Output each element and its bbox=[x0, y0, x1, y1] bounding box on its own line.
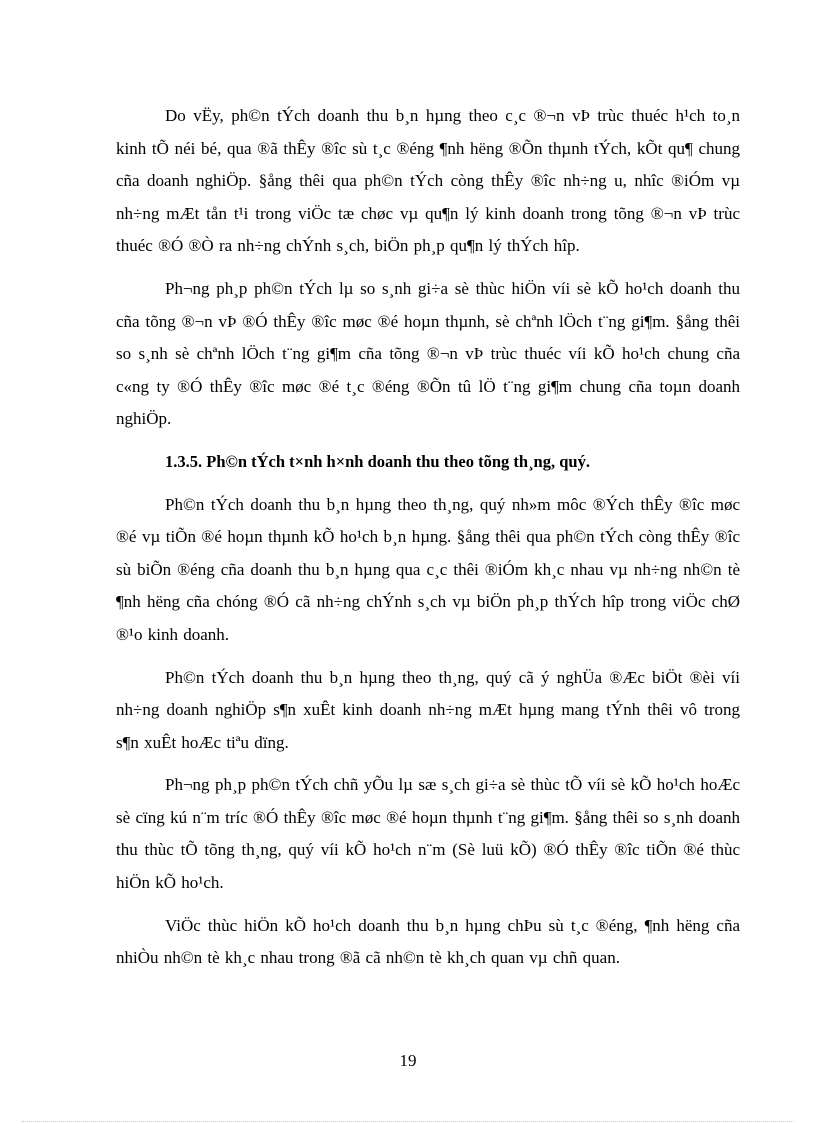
page-body bbox=[116, 100, 740, 985]
paragraph-2: Ph¬ng ph¸p ph©n tÝch lµ so s¸nh gi÷a sè thùc hiÖn víi sè kÕ ho¹ch doanh thu cña tõng ®¬n vÞ ®Ó thÊy ®îc møc ®é hoµn thµnh, sè chªnh lÖch t¨ng gi¶m. §ång thêi so s¸nh sè chªnh lÖch t¨ng gi¶m cña tõng ®¬n vÞ trùc thuéc víi kÕ ho¹ch chung cña c«ng ty ®Ó thÊy ®îc møc ®é t¸c ®éng ®Õn tû lÖ t¨ng gi¶m chung cña toµn doanh nghiÖp. bbox=[116, 278, 740, 429]
page-number: 19 bbox=[399, 1051, 417, 1070]
paragraph-4: Ph©n tÝch doanh thu b¸n hµng theo th¸ng, quý cã ý nghÜa ®Æc biÖt ®èi víi nh÷ng doanh nghiÖp s¶n xuÊt kinh doanh nh÷ng mÆt hµng mang tÝnh thêi vô trong s¶n xuÊt hoÆc tiªu dïng. bbox=[116, 667, 740, 752]
paragraph-5: Ph¬ng ph¸p ph©n tÝch chñ yÕu lµ sæ s¸ch gi÷a sè thùc tÕ víi sè kÕ ho¹ch hoÆc sè cïng kú n¨m tríc ®Ó thÊy ®îc møc ®é hoµn thµnh t¨ng gi¶m. §ång thêi so s¸nh doanh thu thùc tÕ tõng th¸ng, quý víi kÕ ho¹ch n¨m (Sè luü kÕ) ®Ó thÊy ®îc tiÕn ®é thùc hiÖn kÕ ho¹ch. bbox=[116, 775, 740, 893]
paragraph-3: Ph©n tÝch doanh thu b¸n hµng theo th¸ng, quý nh»m môc ®Ých thÊy ®îc møc ®é vµ tiÕn ®é hoµn thµnh kÕ ho¹ch b¸n hµng. §ång thêi qua ph©n tÝch còng thÊy ®îc sù biÕn ®éng cña doanh thu b¸n hµng qua c¸c thêi ®iÓm kh¸c nhau vµ nh÷ng nh©n tè ¶nh hëng cña chóng ®Ó cã nh÷ng chÝnh s¸ch vµ biÖn ph¸p thÝch hîp trong viÖc chØ ®¹o kinh doanh. bbox=[116, 494, 740, 644]
footer-divider bbox=[22, 1121, 794, 1122]
section-heading: 1.3.5. Ph©n tÝch t×nh h×nh doanh thu theo tõng th¸ng, quý. bbox=[165, 451, 590, 471]
paragraph-6: ViÖc thùc hiÖn kÕ ho¹ch doanh thu b¸n hµng chÞu sù t¸c ®éng, ¶nh hëng cña nhiÒu nh©n tè kh¸c nhau trong ®ã cã nh©n tè kh¸ch quan vµ chñ quan. bbox=[116, 915, 740, 968]
paragraph-1: Do vËy, ph©n tÝch doanh thu b¸n hµng theo c¸c ®¬n vÞ trùc thuéc h¹ch to¸n kinh tÕ néi bé, qua ®ã thÊy ®îc sù t¸c ®éng ¶nh hëng ®Õn thµnh tÝch, kÕt qu¶ chung cña doanh nghiÖp. §ång thêi qua ph©n tÝch còng thÊy ®îc nh÷ng u, nhîc ®iÓm vµ nh÷ng mÆt tån t¹i trong viÖc tæ chøc vµ qu¶n lý kinh doanh trong tõng ®¬n vÞ trùc thuéc ®Ó ®Ò ra nh÷ng chÝnh s¸ch, biÖn ph¸p qu¶n lý thÝch hîp. bbox=[116, 106, 740, 256]
